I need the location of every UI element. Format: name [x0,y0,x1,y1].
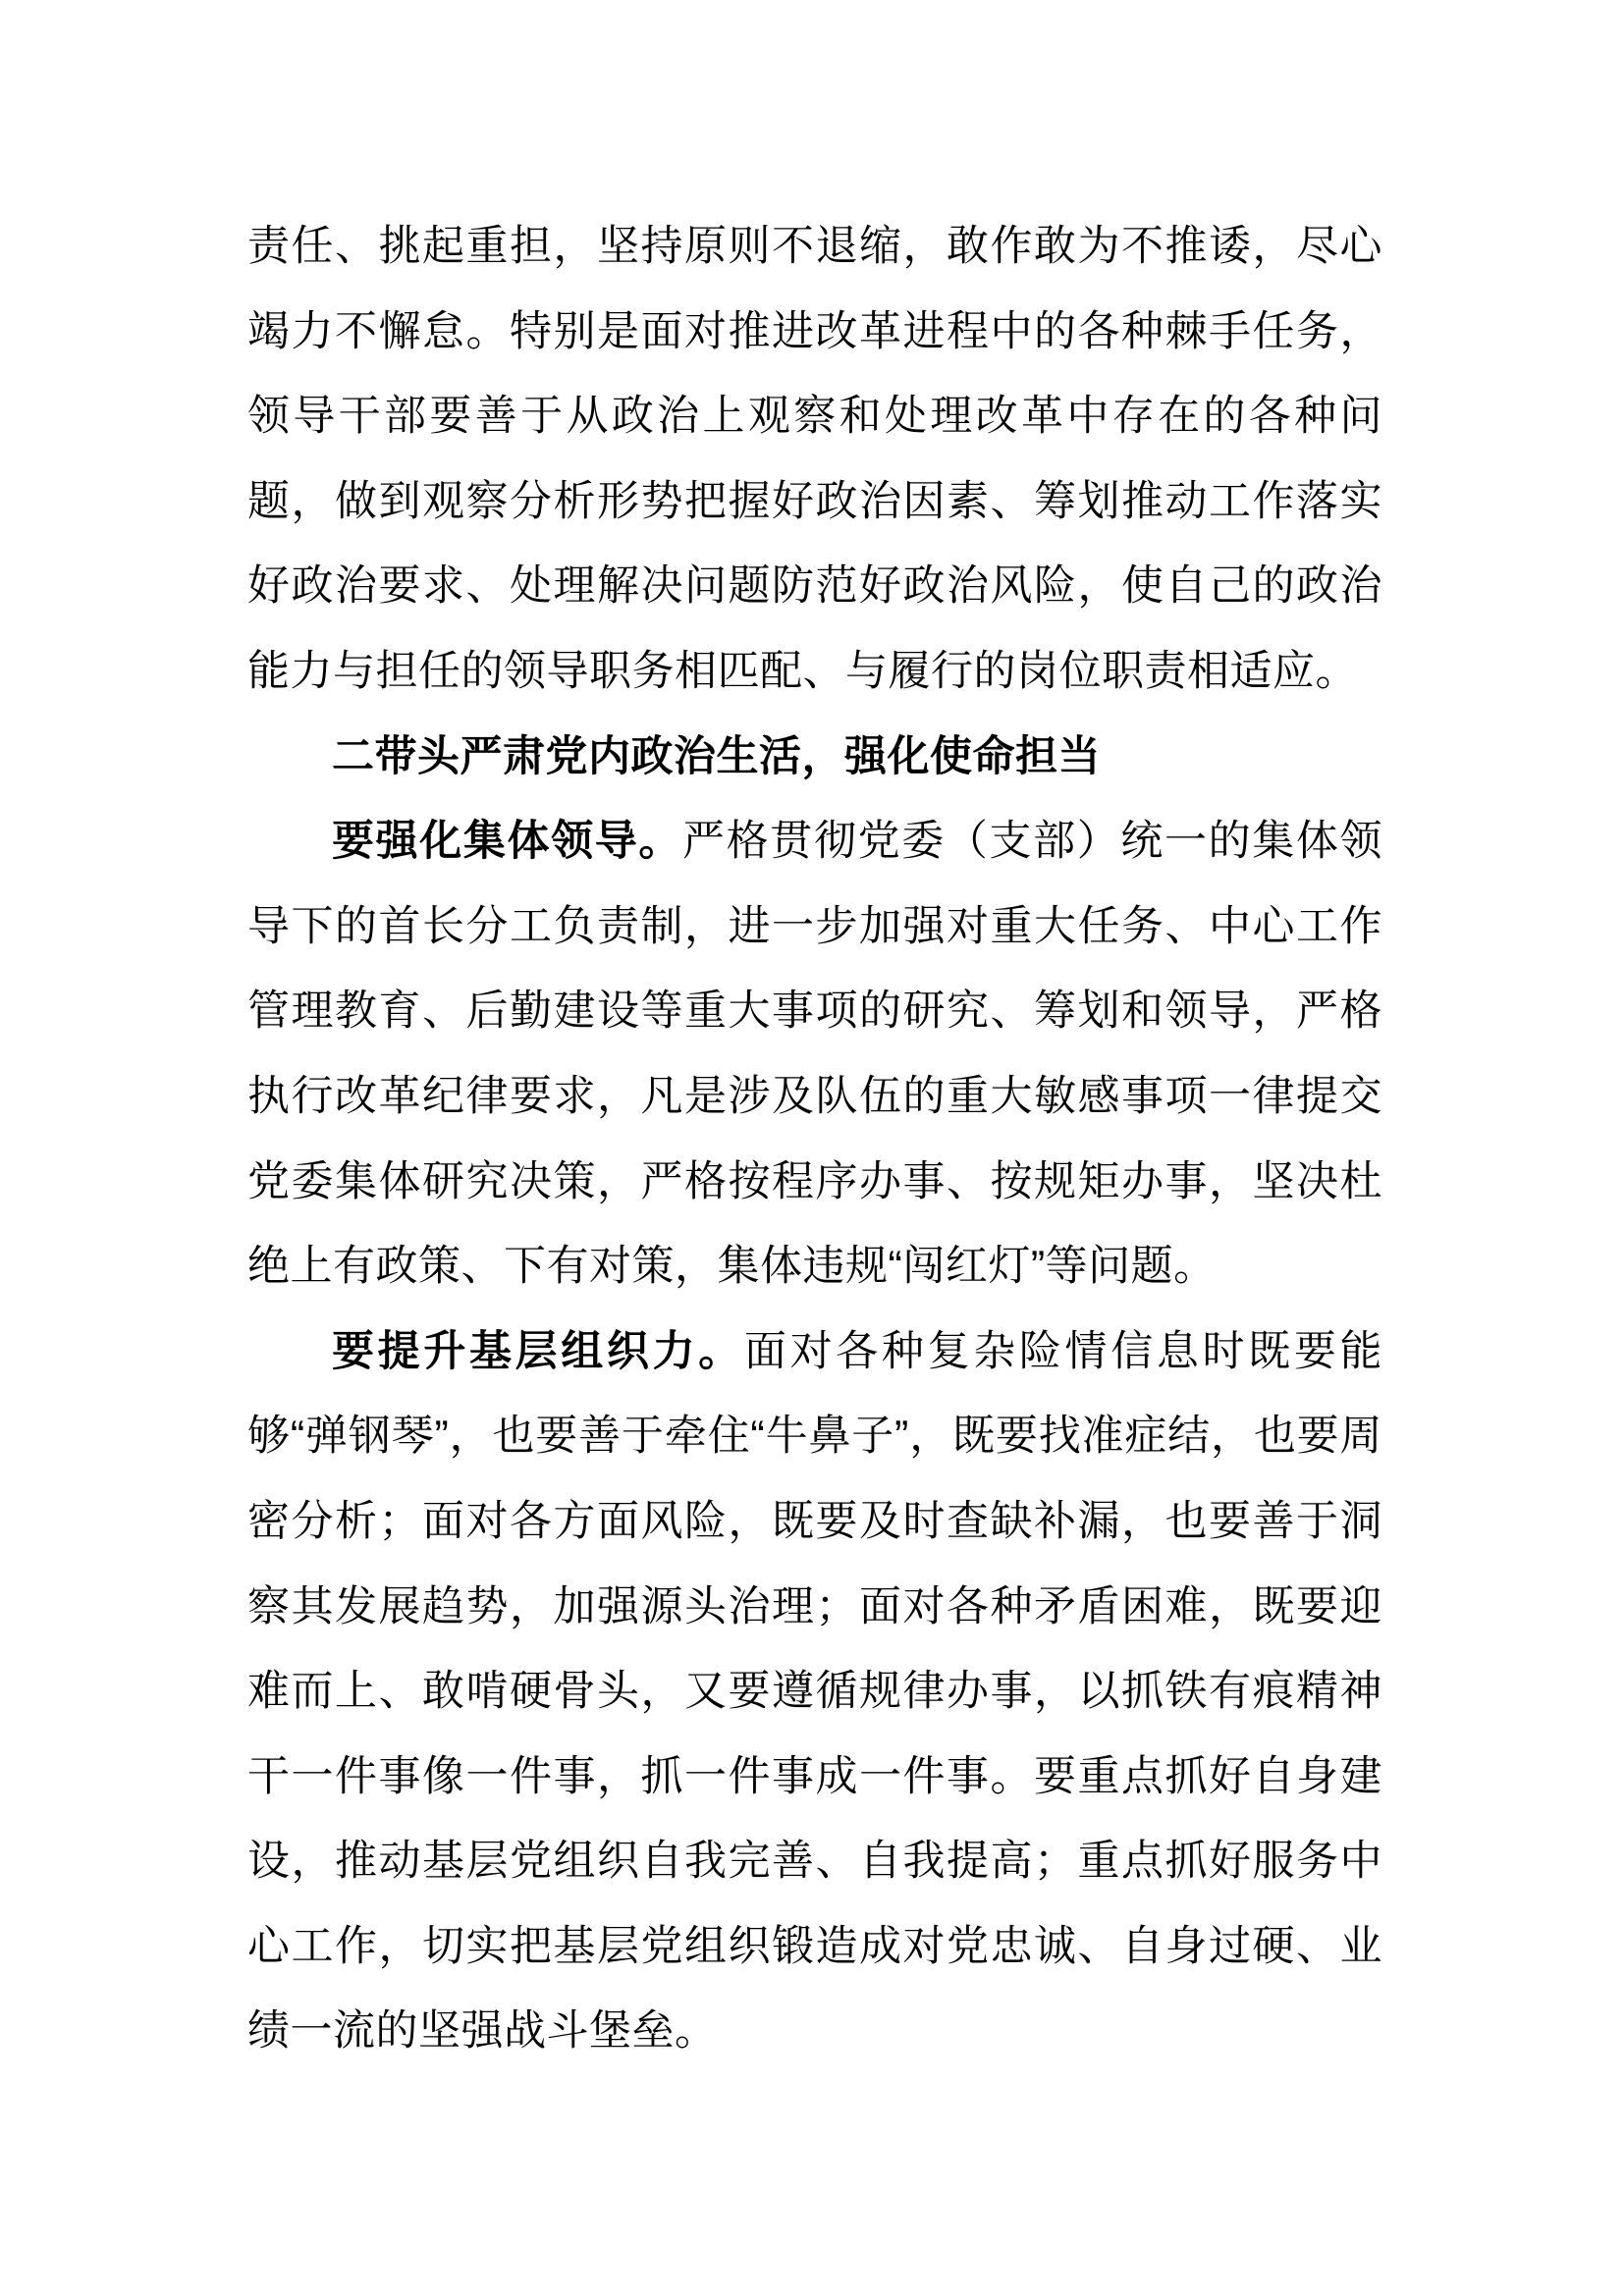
paragraph-lead-bold: 要提升基层组织力。 [332,1327,744,1375]
paragraph-lead-bold: 要强化集体领导。 [332,818,683,866]
section-heading: 二带头严肃党内政治生活，强化使命担当 [332,732,1101,780]
document-body [247,204,1382,2074]
paragraph-text: 面对各种复杂险情信息时既要能够“弹钢琴”，也要善于牵住“牛鼻子”，既要找准症结，也要周密分析；面对各方面风险，既要及时查缺补漏，也要善于洞察其发展趋势，加强源头治理；面对各种矛盾困难，既要迎难而上、敢啃硬骨头，又要遵循规律办事，以抓铁有痕精神干一件事像一件事，抓一件事成一件事。要重点抓好自身建设，推动基层党组织自我完善、自我提高；重点抓好服务中心工作，切实把基层党组织锻造成对党忠诚、自身过硬、业绩一流的坚强战斗堡垒。 [247,1327,1383,2056]
paragraph-collective-leadership [247,799,1382,1309]
paragraph-continuation: 责任、挑起重担，坚持原则不退缩，敢作敢为不推诿，尽心竭力不懈怠。特别是面对推进改革进程中的各种棘手任务，领导干部要善于从政治上观察和处理改革中存在的各种问题，做到观察分析形势把握好政治因素、筹划推动工作落实好政治要求、处理解决问题防范好政治风险，使自己的政治能力与担任的领导职务相匹配、与履行的岗位职责相适应。 [247,223,1382,695]
paragraph-text: 严格贯彻党委（支部）统一的集体领导下的首长分工负责制，进一步加强对重大任务、中心工作管理教育、后勤建设等重大事项的研究、筹划和领导，严格执行改革纪律要求，凡是涉及队伍的重大敏感事项一律提交党委集体研究决策，严格按程序办事、按规矩办事，坚决杜绝上有政策、下有对策，集体违规“闯红灯”等问题。 [247,818,1383,1291]
paragraph-grassroots-organization [247,1309,1382,2074]
